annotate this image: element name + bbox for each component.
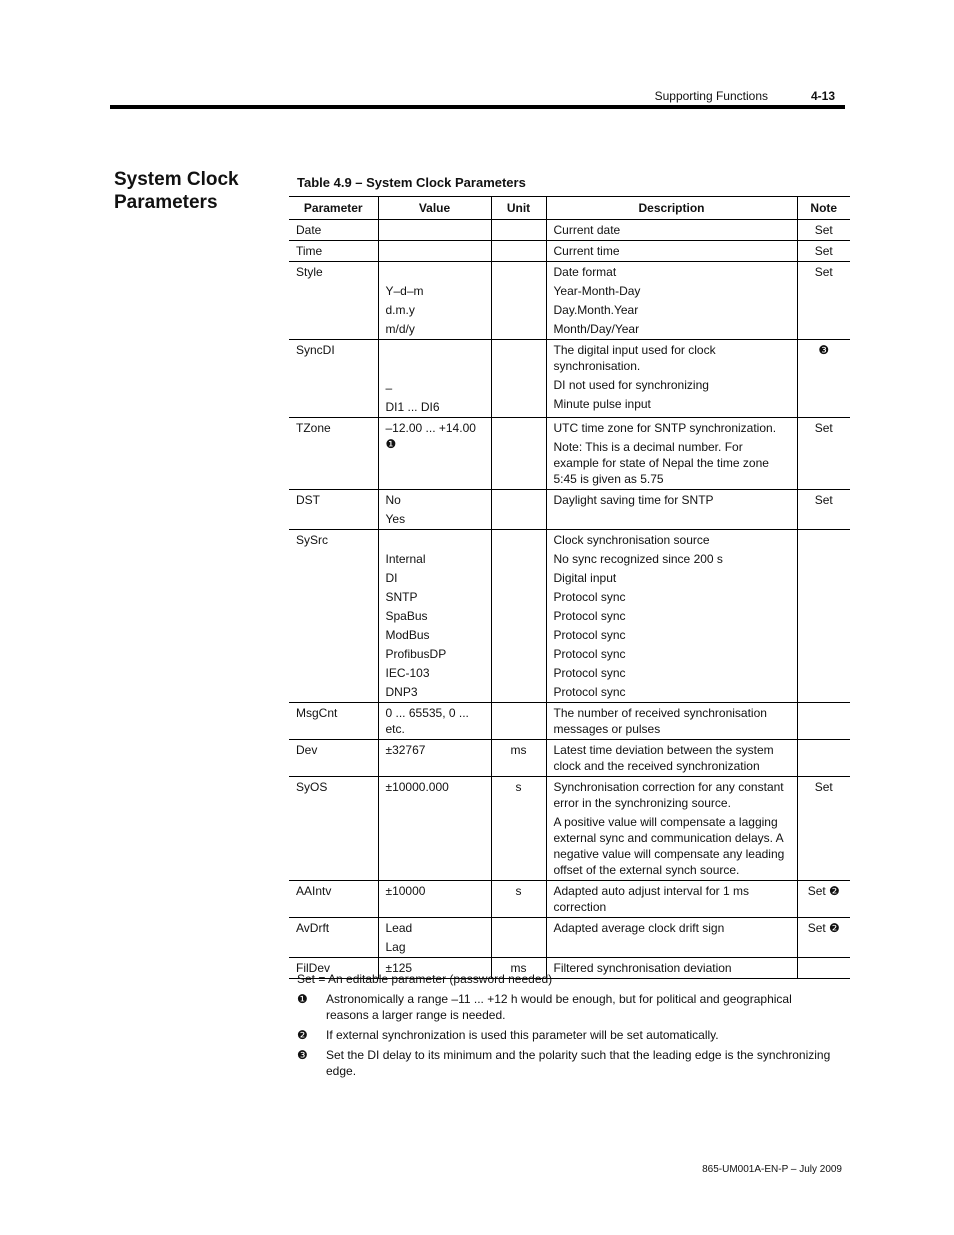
cell-line: Synchronisation correction for any constant error in the synchronizing source. [553, 780, 784, 810]
table-row [289, 490, 850, 530]
cell-unit: ms [491, 958, 546, 979]
cell-parameter: SyOS [289, 777, 378, 881]
cell-line: ±10000 [385, 884, 426, 898]
cell-value [378, 881, 491, 918]
footnote-set-definition: Set = An editable parameter (password needed) [297, 972, 553, 986]
cell-line: Current date [553, 223, 621, 237]
cell-line: Filtered synchronisation deviation [553, 961, 732, 975]
cell-line: A positive value will compensate a lagging external sync and communication delays. A negative value will compensate any leading offset of the external synch source. [553, 815, 785, 877]
cell-line: Year-Month-Day [553, 284, 641, 298]
table-row [289, 262, 850, 340]
cell-line: Digital input [553, 571, 617, 585]
cell-description [546, 490, 797, 530]
cell-line: Minute pulse input [553, 397, 651, 411]
cell-description [546, 530, 797, 703]
cell-unit [491, 703, 546, 740]
cell-unit [491, 530, 546, 703]
cell-description [546, 418, 797, 490]
cell-value [378, 703, 491, 740]
cell-description [546, 740, 797, 777]
footnote-text: If external synchronization is used this parameter will be set automatically. [326, 1028, 719, 1042]
system-clock-parameters-table [289, 196, 850, 979]
cell-line: Daylight saving time for SNTP [553, 493, 714, 507]
column-header-parameter: Parameter [289, 197, 378, 220]
cell-unit [491, 418, 546, 490]
cell-description [546, 881, 797, 918]
cell-description [546, 241, 797, 262]
table-body [289, 220, 850, 979]
cell-unit [491, 918, 546, 958]
cell-value [378, 918, 491, 958]
footnotes [297, 971, 837, 1083]
cell-line: Adapted auto adjust interval for 1 ms correction [553, 884, 749, 914]
cell-line: –12.00 ... +14.00 ❶ [385, 421, 476, 451]
cell-value [378, 241, 491, 262]
table-row [289, 241, 850, 262]
cell-line: Day.Month.Year [553, 303, 639, 317]
cell-line: Protocol sync [553, 647, 626, 661]
cell-line: ±32767 [385, 743, 426, 757]
table-row [289, 740, 850, 777]
footnote-marker: ❷ [297, 1028, 308, 1042]
cell-unit [491, 490, 546, 530]
cell-note: Set [797, 241, 850, 262]
cell-note: Set [797, 490, 850, 530]
cell-parameter: AAIntv [289, 881, 378, 918]
cell-parameter: SySrc [289, 530, 378, 703]
cell-value [378, 530, 491, 703]
cell-line: Protocol sync [553, 666, 626, 680]
cell-unit [491, 220, 546, 241]
cell-line: Clock synchronisation source [553, 533, 710, 547]
cell-parameter: Style [289, 262, 378, 340]
cell-value [378, 490, 491, 530]
cell-value [378, 262, 491, 340]
cell-line: Latest time deviation between the system clock and the received synchronization [553, 743, 774, 773]
cell-parameter: MsgCnt [289, 703, 378, 740]
cell-parameter: Time [289, 241, 378, 262]
header-section-title: Supporting Functions [654, 89, 768, 103]
footnote-marker: ❸ [297, 1048, 308, 1062]
table-row [289, 881, 850, 918]
cell-description [546, 918, 797, 958]
cell-line: 0 ... 65535, 0 ... etc. [385, 706, 469, 736]
cell-unit: ms [491, 740, 546, 777]
cell-parameter: FilDev [289, 958, 378, 979]
table-row [289, 220, 850, 241]
cell-unit: s [491, 881, 546, 918]
cell-line: – [385, 381, 393, 395]
cell-value [378, 418, 491, 490]
cell-value [378, 740, 491, 777]
table-row [289, 340, 850, 418]
cell-unit [491, 262, 546, 340]
cell-line: Current time [553, 244, 620, 258]
cell-value [378, 340, 491, 418]
cell-parameter: SyncDI [289, 340, 378, 418]
footnote-item [297, 1027, 837, 1043]
cell-line: Protocol sync [553, 685, 626, 699]
cell-line: Month/Day/Year [553, 322, 640, 336]
cell-line: Protocol sync [553, 590, 626, 604]
table-row [289, 703, 850, 740]
cell-description [546, 220, 797, 241]
table-caption: Table 4.9 – System Clock Parameters [297, 175, 526, 190]
cell-parameter: TZone [289, 418, 378, 490]
cell-line: Internal [385, 552, 426, 566]
cell-note: ❸ [797, 340, 850, 418]
cell-line: SpaBus [385, 609, 428, 623]
cell-note: Set ❷ [797, 881, 850, 918]
cell-description [546, 262, 797, 340]
cell-value [378, 777, 491, 881]
cell-line: Lead [385, 921, 413, 935]
cell-line: ±10000.000 [385, 780, 449, 794]
cell-parameter: Date [289, 220, 378, 241]
cell-line: Adapted average clock drift sign [553, 921, 725, 935]
cell-note [797, 740, 850, 777]
cell-description [546, 777, 797, 881]
cell-line: DNP3 [385, 685, 418, 699]
cell-line: ModBus [385, 628, 430, 642]
cell-line: Lag [385, 940, 406, 954]
footnote-item [297, 991, 837, 1023]
cell-note: Set [797, 777, 850, 881]
column-header-unit: Unit [491, 197, 546, 220]
cell-note: Set [797, 220, 850, 241]
cell-line: The number of received synchronisation messages or pulses [553, 706, 767, 736]
footnote-marker: ❶ [297, 992, 308, 1006]
cell-line: ±125 [385, 961, 413, 975]
header-rule [110, 105, 845, 109]
cell-line: d.m.y [385, 303, 415, 317]
cell-unit: s [491, 777, 546, 881]
cell-line: Date format [553, 265, 617, 279]
footnote-text: Set the DI delay to its minimum and the polarity such that the leading edge is the synchronizing edge. [326, 1048, 831, 1078]
table-header-row [289, 197, 850, 220]
cell-description [546, 703, 797, 740]
cell-line: DI1 ... DI6 [385, 400, 440, 414]
cell-value [378, 220, 491, 241]
cell-note: Set ❷ [797, 918, 850, 958]
page-header [110, 86, 845, 110]
header-page-number: 4-13 [810, 89, 835, 103]
cell-description [546, 340, 797, 418]
cell-parameter: Dev [289, 740, 378, 777]
cell-line: DI not used for synchronizing [553, 378, 709, 392]
cell-unit [491, 340, 546, 418]
column-header-value: Value [378, 197, 491, 220]
page-footer: 865-UM001A-EN-P – July 2009 [702, 1164, 842, 1175]
footnote-text: Astronomically a range –11 ... +12 h would be enough, but for political and geographical reasons a larger range is needed. [326, 992, 792, 1022]
cell-line: Yes [385, 512, 406, 526]
cell-line: Y–d–m [385, 284, 424, 298]
cell-line: No sync recognized since 200 s [553, 552, 723, 566]
cell-note [797, 530, 850, 703]
cell-parameter: AvDrft [289, 918, 378, 958]
footnote-item [297, 1047, 837, 1079]
cell-line: Protocol sync [553, 628, 626, 642]
table-row [289, 918, 850, 958]
cell-note [797, 703, 850, 740]
cell-unit [491, 241, 546, 262]
cell-line: m/d/y [385, 322, 415, 336]
cell-line: IEC-103 [385, 666, 430, 680]
cell-line: No [385, 493, 401, 507]
cell-line: The digital input used for clock synchronisation. [553, 343, 716, 373]
table-row [289, 418, 850, 490]
cell-line: SNTP [385, 590, 418, 604]
cell-line: Note: This is a decimal number. For example for state of Nepal the time zone 5:45 is given as 5.75 [553, 440, 769, 486]
cell-note: Set [797, 418, 850, 490]
cell-line: ProfibusDP [385, 647, 447, 661]
cell-parameter: DST [289, 490, 378, 530]
section-title: System Clock Parameters [114, 169, 239, 213]
column-header-description: Description [546, 197, 797, 220]
table-row [289, 777, 850, 881]
column-header-note: Note [797, 197, 850, 220]
cell-note: Set [797, 262, 850, 340]
cell-line: DI [385, 571, 398, 585]
cell-line: Protocol sync [553, 609, 626, 623]
cell-line: UTC time zone for SNTP synchronization. [553, 421, 777, 435]
table-row [289, 530, 850, 703]
